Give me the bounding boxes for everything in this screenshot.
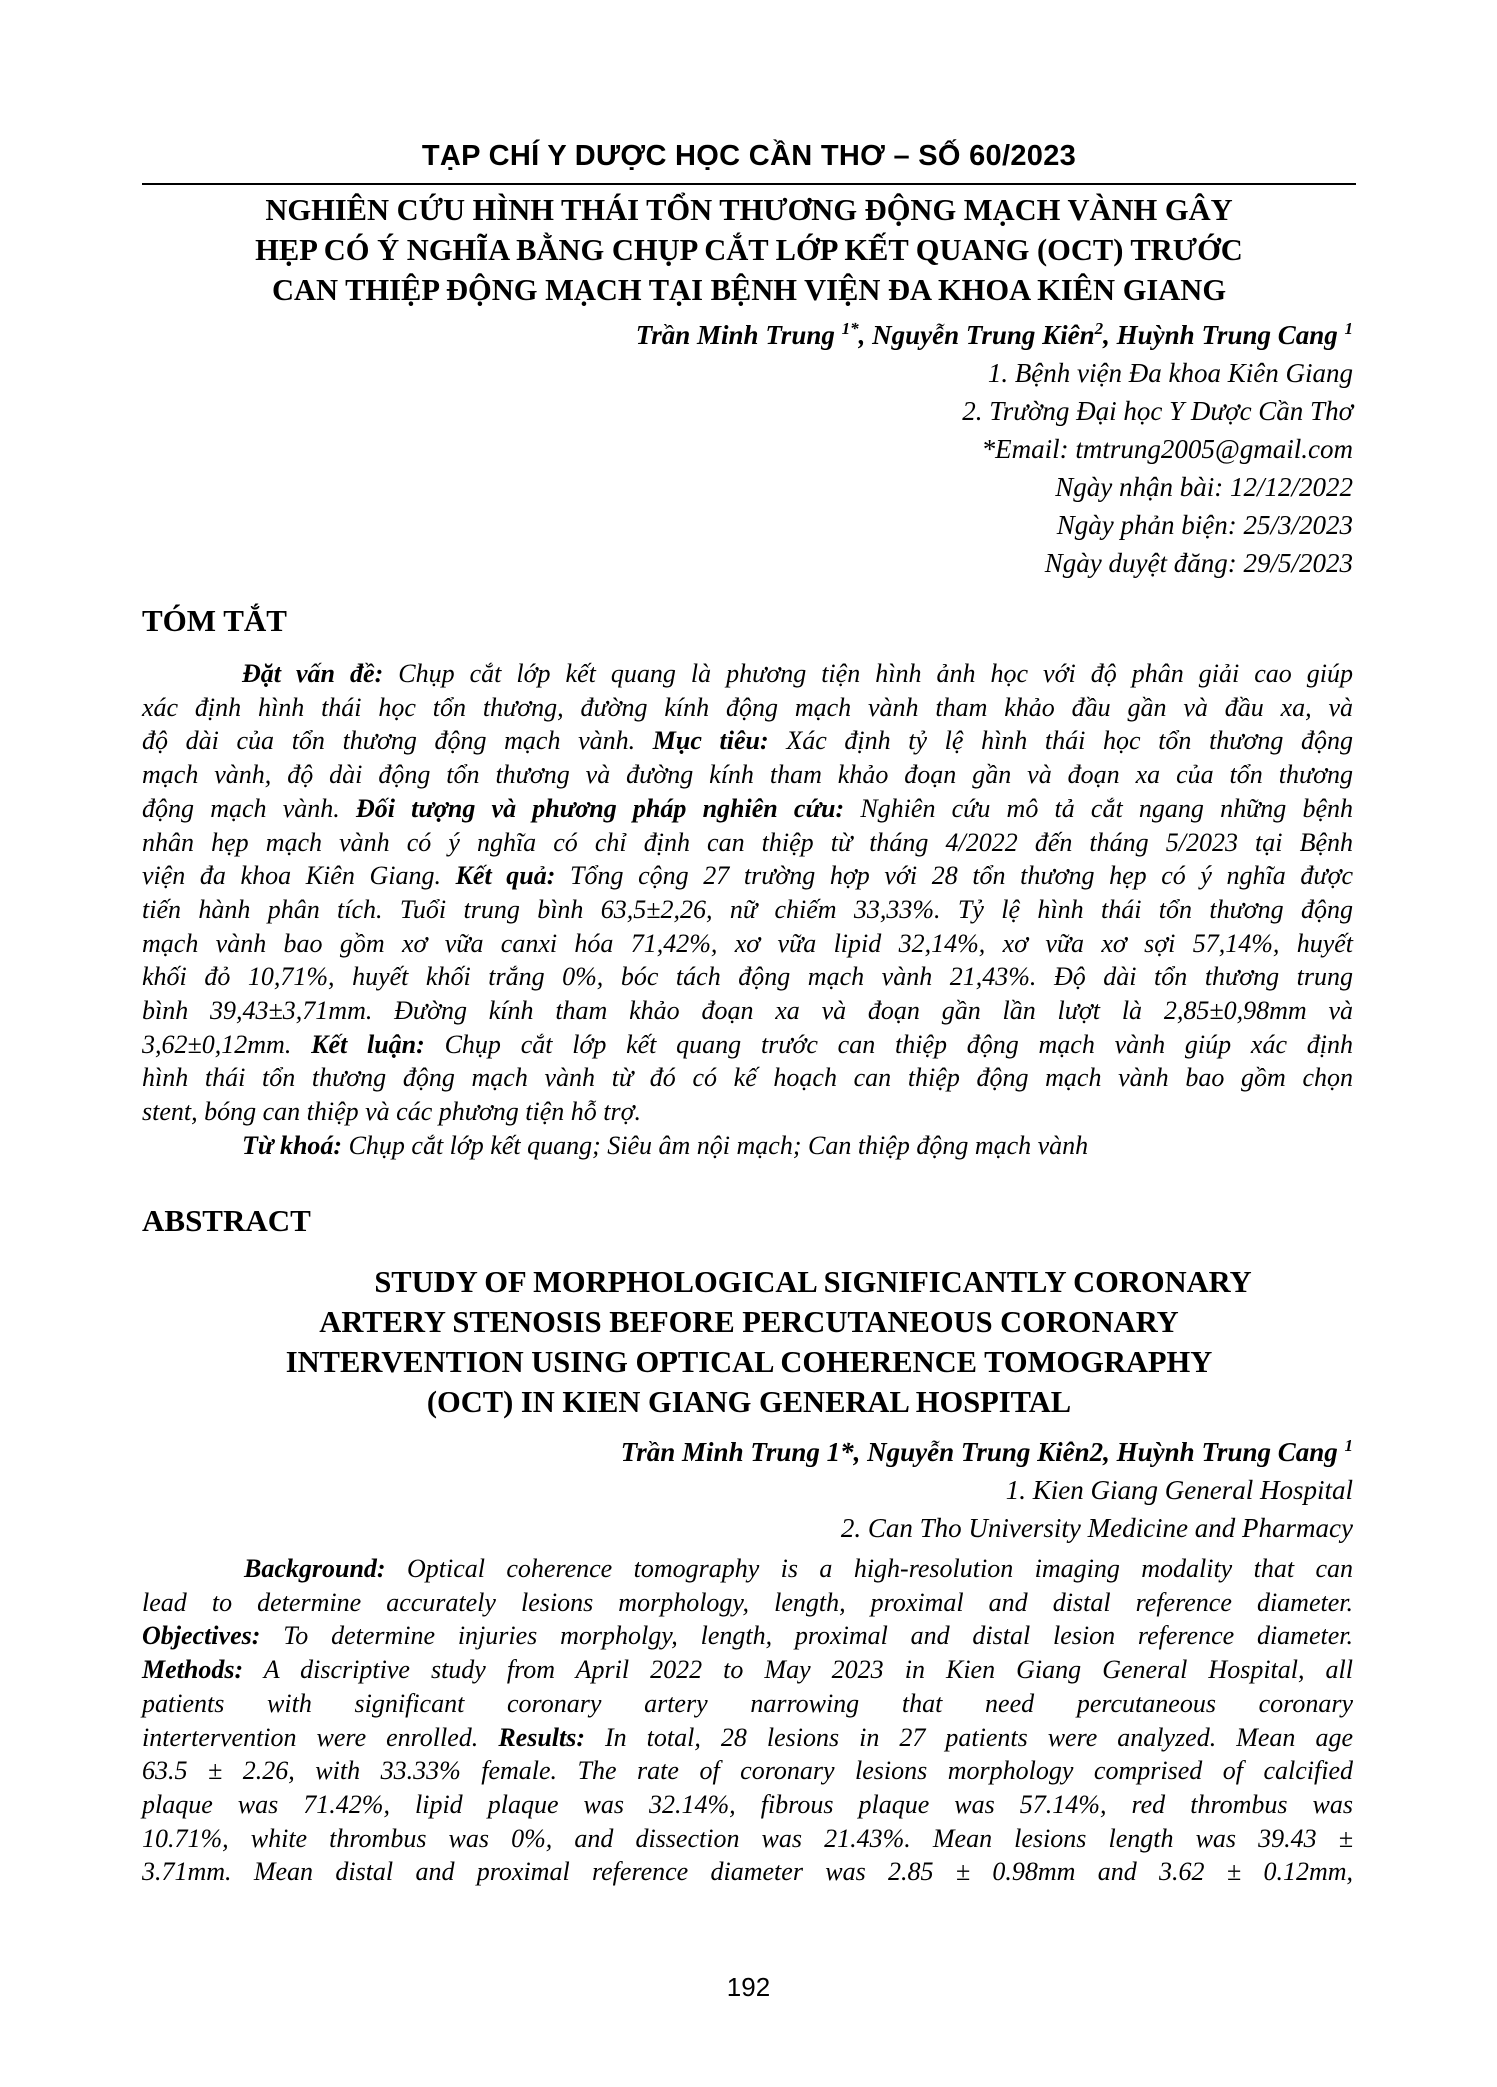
affiliation-1: 1. Bệnh viện Đa khoa Kiên Giang xyxy=(987,358,1353,388)
keywords-line: Từ khoá: Chụp cắt lớp kết quang; Siêu âm nội mạch; Can thiệp động mạch vành xyxy=(242,1130,1089,1160)
authors-vi: Trần Minh Trung $^{1*}$, Nguyễn Trung Kiên$^2$, Huỳnh Trung Cang $^1$ xyxy=(635,319,1353,350)
abstract-line: 10.71%, white thrombus was 0%, and dissection was 21.43%. Mean lesions length was 39.43 ± xyxy=(142,1823,1353,1853)
title-vi-line: NGHIÊN CỨU HÌNH THÁI TỔN THƯƠNG ĐỘNG MẠCH VÀNH GÂY xyxy=(265,193,1233,227)
title-vi-line: HẸP CÓ Ý NGHĨA BẰNG CHỤP CẮT LỚP KẾT QUANG (OCT) TRƯỚC xyxy=(255,233,1243,267)
header-divider xyxy=(142,183,1356,185)
abstract-line: khối đỏ 10,71%, huyết khối trắng 0%, bóc tách động mạch vành 21,43%. Độ dài tổn thương trung xyxy=(142,962,1353,992)
title-en-line: INTERVENTION USING OPTICAL COHERENCE TOMOGRAPHY xyxy=(285,1345,1213,1379)
abstract-line: lead to determine accurately lesions morphology, length, proximal and distal reference diameter. xyxy=(142,1587,1353,1617)
journal-header: TẠP CHÍ Y DƯỢC HỌC CẦN THƠ – SỐ 60/2023 xyxy=(421,140,1077,172)
abstract-line: bình 39,43±3,71mm. Đường kính tham khảo đoạn xa và đoạn gần lần lượt là 2,85±0,98mm và xyxy=(142,996,1353,1026)
abstract-line: mạch vành bao gồm xơ vữa canxi hóa 71,42%, xơ vữa lipid 32,14%, xơ vữa xơ sợi 57,14%, huyết xyxy=(142,928,1353,958)
heading-tom-tat: TÓM TẮT xyxy=(142,603,287,638)
abstract-line: patients with significant coronary artery narrowing that need percutaneous coronary xyxy=(142,1688,1353,1718)
page-number: 192 xyxy=(726,1972,771,2002)
abstract-line: Objectives: To determine injuries morpholgy, length, proximal and distal lesion reference diameter. xyxy=(142,1621,1353,1651)
abstract-line: Đặt vấn đề: Chụp cắt lớp kết quang là phương tiện hình ảnh học với độ phân giải cao giúp xyxy=(242,659,1354,688)
affiliation-en-1: 1. Kien Giang General Hospital xyxy=(1005,1475,1353,1505)
abstract-line: 3,62±0,12mm. Kết luận: Chụp cắt lớp kết quang trước can thiệp động mạch vành giúp xác định xyxy=(142,1029,1353,1059)
abstract-line: độ dài của tổn thương động mạch vành. Mục tiêu: Xác định tỷ lệ hình thái học tổn thương động xyxy=(142,726,1354,756)
review-date: Ngày phản biện: 25/3/2023 xyxy=(1056,510,1353,540)
abstract-line: tiến hành phân tích. Tuổi trung bình 63,5±2,26, nữ chiếm 33,33%. Tỷ lệ hình thái tổn thương động xyxy=(142,894,1353,924)
vietnamese-abstract xyxy=(142,657,1353,1163)
abstract-line: 63.5 ± 2.26, with 33.33% female. The rate of coronary lesions morphology comprised of calcified xyxy=(142,1756,1353,1786)
affiliation-2: 2. Trường Đại học Y Dược Cần Thơ xyxy=(962,396,1353,426)
authors-en: Trần Minh Trung 1*, Nguyễn Trung Kiên2, Huỳnh Trung Cang $^1$ xyxy=(620,1436,1353,1467)
abstract-line: hình thái tổn thương động mạch vành từ đó có kế hoạch can thiệp động mạch vành bao gồm chọn xyxy=(142,1063,1353,1093)
abstract-line: xác định hình thái học tổn thương, đường kính động mạch vành tham khảo đầu gần và đầu xa, và xyxy=(142,692,1353,722)
title-en-line: (OCT) IN KIEN GIANG GENERAL HOSPITAL xyxy=(426,1385,1072,1419)
affiliation-en-2: 2. Can Tho University Medicine and Pharmacy xyxy=(840,1513,1353,1543)
title-en-line: ARTERY STENOSIS BEFORE PERCUTANEOUS CORONARY xyxy=(319,1305,1179,1339)
heading-abstract: ABSTRACT xyxy=(142,1203,311,1238)
abstract-line: nhân hẹp mạch vành có ý nghĩa có chỉ định can thiệp từ tháng 4/2022 đến tháng 5/2023 tại Bệnh xyxy=(142,827,1353,857)
abstract-line: plaque was 71.42%, lipid plaque was 32.14%, fibrous plaque was 57.14%, red thrombus was xyxy=(142,1789,1353,1819)
received-date: Ngày nhận bài: 12/12/2022 xyxy=(1055,472,1353,502)
abstract-line: intertervention were enrolled. Results: In total, 28 lesions in 27 patients were analyzed. Mean age xyxy=(142,1722,1353,1752)
abstract-line: viện đa khoa Kiên Giang. Kết quả: Tổng cộng 27 trường hợp với 28 tổn thương hẹp có ý nghĩa được xyxy=(142,861,1353,891)
english-abstract xyxy=(142,1552,1353,1889)
abstract-line: động mạch vành. Đối tượng và phương pháp nghiên cứu: Nghiên cứu mô tả cắt ngang những bệnh xyxy=(142,793,1353,823)
title-vi-line: CAN THIỆP ĐỘNG MẠCH TẠI BỆNH VIỆN ĐA KHOA KIÊN GIANG xyxy=(271,273,1227,307)
english-title xyxy=(145,1262,1353,1422)
abstract-line: mạch vành, độ dài động tổn thương và đường kính tham khảo đoạn gần và đoạn xa của tổn thương xyxy=(142,760,1353,790)
vietnamese-title xyxy=(145,190,1353,310)
author-block-vi xyxy=(300,316,1353,582)
abstract-line: 3.71mm. Mean distal and proximal reference diameter was 2.85 ± 0.98mm and 3.62 ± 0.12mm, xyxy=(142,1857,1353,1887)
author-block-en xyxy=(300,1433,1353,1547)
email-line: *Email: tmtrung2005@gmail.com xyxy=(981,434,1353,464)
abstract-line: stent, bóng can thiệp và các phương tiện hỗ trợ. xyxy=(142,1097,642,1127)
abstract-line: Methods: A discriptive study from April 2022 to May 2023 in Kien Giang General Hospital, all xyxy=(142,1655,1353,1685)
abstract-line: Background: Optical coherence tomography is a high-resolution imaging modality that can xyxy=(244,1554,1353,1583)
title-en-line: STUDY OF MORPHOLOGICAL SIGNIFICANTLY CORONARY xyxy=(374,1265,1252,1299)
accepted-date: Ngày duyệt đăng: 29/5/2023 xyxy=(1044,548,1353,578)
